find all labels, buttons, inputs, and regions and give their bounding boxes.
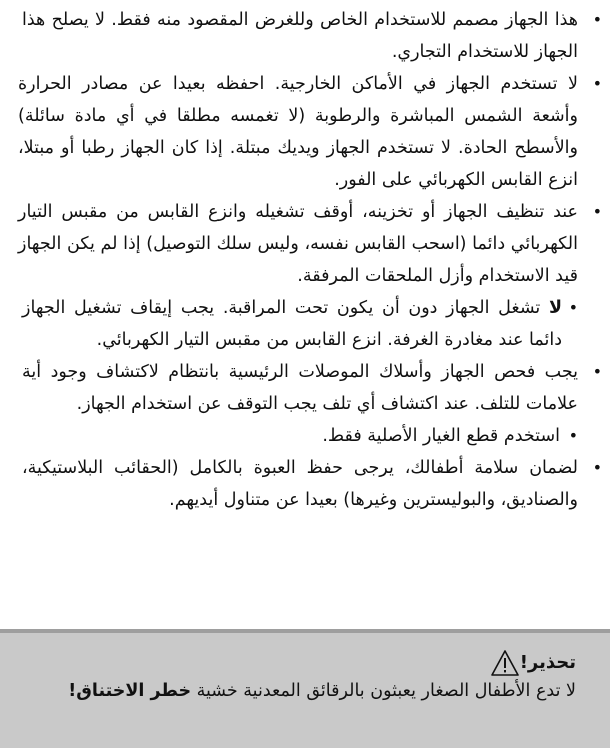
list-item-text: استخدم قطع الغيار الأصلية فقط. bbox=[322, 426, 560, 446]
list-item-text: لا تستخدم الجهاز في الأماكن الخارجية. احفظه بعيدا عن مصادر الحرارة وأشعة الشمس المباشرة والرطوبة (لا تغمسه مطلقا في أي مادة سائلة) والأسطح الحادة. لا تستخدم الجهاز ويديك مبتلة. إذا كان الجهاز رطبا أو مبتلا، انزع القابس الكهربائي على الفور. bbox=[18, 74, 578, 190]
list-item-text: لضمان سلامة أطفالك، يرجى حفظ العبوة بالكامل (الحقائب البلاستيكية، والصناديق، والبوليسترين وغيرها) بعيدا عن متناول أيديهم. bbox=[22, 458, 578, 510]
list-item-text: عند تنظيف الجهاز أو تخزينه، أوقف تشغيله وانزع القابس من مقبس التيار الكهربائي دائما (اسحب القابس نفسه، وليس سلك التوصيل) إذا لم يكن الجهاز قيد الاستخدام وأزل الملحقات المرفقة. bbox=[18, 202, 578, 286]
bullet: • bbox=[592, 74, 602, 93]
warning-heading bbox=[488, 641, 576, 677]
list-item-text: يجب فحص الجهاز وأسلاك الموصلات الرئيسية بانتظام لاكتشاف وجود أية علامات للتلف. عند اكتشاف أي تلف يجب التوقف عن استخدام الجهاز. bbox=[22, 362, 578, 414]
safety-instructions-list bbox=[0, 4, 610, 516]
list-item-rest: تشغل الجهاز دون أن يكون تحت المراقبة. يجب إيقاف تشغيل الجهاز دائما عند مغادرة الغرفة. انزع القابس من مقبس التيار الكهربائي. bbox=[22, 298, 562, 350]
list-item-text: هذا الجهاز مصمم للاستخدام الخاص وللغرض المقصود منه فقط. لا يصلح هذا الجهاز للاستخدام التجاري. bbox=[22, 10, 578, 62]
bullet: • bbox=[592, 202, 602, 221]
list-item bbox=[0, 420, 610, 452]
list-item bbox=[0, 4, 610, 68]
bullet: • bbox=[568, 298, 578, 317]
warning-title: تحذير! bbox=[519, 652, 576, 673]
warning-text-body: لا تدع الأطفال الصغار يعبثون بالرقائق المعدنية خشية bbox=[191, 681, 576, 701]
bold-lead: لا bbox=[548, 298, 562, 318]
bullet: • bbox=[592, 10, 602, 29]
warning-bold-text: خطر الاختناق! bbox=[68, 681, 192, 701]
list-item bbox=[0, 356, 610, 420]
list-item-text bbox=[22, 292, 562, 356]
list-item bbox=[0, 68, 610, 196]
list-item bbox=[0, 452, 610, 516]
warning-box bbox=[0, 629, 610, 748]
bullet: • bbox=[592, 458, 602, 477]
bullet: • bbox=[592, 362, 602, 381]
warning-text bbox=[30, 675, 576, 707]
list-item bbox=[0, 292, 610, 356]
warning-triangle-icon bbox=[490, 649, 520, 677]
list-item bbox=[0, 196, 610, 292]
bullet: • bbox=[568, 426, 578, 445]
